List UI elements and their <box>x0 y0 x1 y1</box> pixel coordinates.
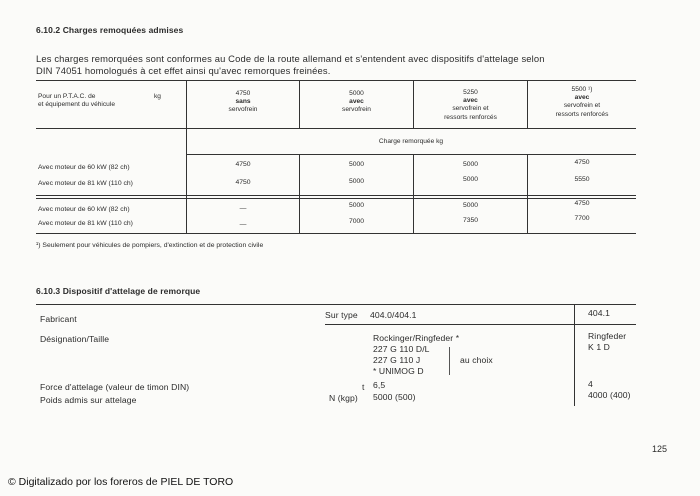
poids-a: 5000 (500) <box>373 392 416 402</box>
choice-bracket <box>449 347 450 375</box>
cell-value: 5000 <box>462 202 479 209</box>
cell-value: 4750 <box>235 179 251 186</box>
digitization-credit: © Digitalizado por los foreros de PIEL DE TORO <box>8 476 234 488</box>
force-a: 6,5 <box>373 380 386 390</box>
designation-b <box>588 331 626 353</box>
cell-value: — <box>239 205 247 212</box>
poids-unit: N (kgp) <box>329 393 358 403</box>
designation-b-line: Ringfeder <box>588 331 627 341</box>
col-desc-2: ressorts renforcés <box>444 113 497 121</box>
poids-label: Poids admis sur attelage <box>40 395 137 405</box>
fabricant-label: Fabricant <box>40 314 77 324</box>
col-brake-flag: avec <box>349 98 364 106</box>
col-header <box>187 90 299 115</box>
designation-a-line: 227 G 110 D/L <box>373 344 430 354</box>
col-header <box>528 86 636 119</box>
cell-value: 5550 <box>574 176 590 183</box>
designation-a-line: Rockinger/Ringfeder * <box>373 333 460 343</box>
intro-line-1: Les charges remorquées sont conformes au Code de la route allemand et s'entendent avec dispositifs d'attelage selon <box>36 53 545 64</box>
table-rule <box>36 195 636 196</box>
row-label: Avec moteur de 60 kW (82 ch) <box>38 164 130 171</box>
table-rule <box>36 128 636 129</box>
type-b: 404.1 <box>588 308 611 318</box>
table-subheader: Charge remorquée kg <box>378 138 444 145</box>
cell-value: — <box>239 221 247 228</box>
col-desc: servofrein et <box>563 102 601 110</box>
table-rule <box>186 154 636 155</box>
attelage-col-rule <box>574 304 575 406</box>
col-weight: 5000 <box>349 90 364 97</box>
table-footnote: ¹) Seulement pour véhicules de pompiers, d'extinction et de protection civile <box>36 242 264 249</box>
cell-value: 5000 <box>348 161 365 168</box>
row-label: Avec moteur de 60 kW (82 ch) <box>38 206 130 213</box>
cell-value: 7350 <box>462 217 479 224</box>
cell-value: 5000 <box>462 176 479 183</box>
col-header <box>300 90 413 115</box>
row-label: Avec moteur de 81 kW (110 ch) <box>38 220 133 227</box>
col-brake-flag: avec <box>574 94 590 102</box>
row-header-unit: kg <box>154 93 161 100</box>
type-a: 404.0/404.1 <box>370 310 417 320</box>
page-number: 125 <box>652 444 668 454</box>
attelage-type-rule <box>325 324 636 325</box>
sur-type-label: Sur type <box>325 310 358 320</box>
col-desc: servofrein <box>342 106 371 114</box>
table-rule <box>36 233 636 234</box>
cell-value: 5000 <box>348 202 365 209</box>
cell-value: 5000 <box>348 178 365 185</box>
row-header-line-1: Pour un P.T.A.C. de <box>38 93 96 100</box>
col-desc: servofrein et <box>452 105 489 113</box>
designation-a-line: * UNIMOG D <box>373 366 424 376</box>
col-desc: servofrein <box>228 106 258 114</box>
row-label: Avec moteur de 81 kW (110 ch) <box>38 180 133 187</box>
force-unit: t <box>362 382 365 392</box>
table-rule <box>36 198 636 199</box>
attelage-top-rule <box>36 304 636 305</box>
row-header-line-2: et équipement du véhicule <box>38 101 115 108</box>
col-weight: 4750 <box>235 90 251 97</box>
designation-a <box>373 333 459 377</box>
cell-value: 4750 <box>574 200 590 207</box>
cell-value: 7000 <box>348 218 365 225</box>
au-choix-label: au choix <box>460 355 493 365</box>
section-heading-attelage: 6.10.3 Dispositif d'attelage de remorque <box>36 286 201 296</box>
cell-value: 4750 <box>235 161 251 168</box>
col-weight: 5500 ¹) <box>571 86 593 93</box>
designation-a-line: 227 G 110 J <box>373 355 421 365</box>
intro-paragraph <box>36 53 666 77</box>
poids-b: 4000 (400) <box>588 390 631 400</box>
force-b: 4 <box>588 379 593 389</box>
cell-value: 7700 <box>574 215 590 222</box>
col-brake-flag: sans <box>235 98 251 106</box>
designation-b-line: K 1 D <box>588 342 610 352</box>
designation-label: Désignation/Taille <box>40 334 110 344</box>
table-rule <box>36 80 636 81</box>
force-label: Force d'attelage (valeur de timon DIN) <box>40 382 190 392</box>
col-desc-2: ressorts renforcés <box>555 110 609 118</box>
col-weight: 5250 <box>463 89 478 96</box>
col-brake-flag: avec <box>463 97 478 105</box>
section-heading-charges: 6.10.2 Charges remoquées admises <box>36 25 184 35</box>
cell-value: 5000 <box>462 161 479 168</box>
cell-value: 4750 <box>574 159 590 166</box>
col-header <box>414 89 527 122</box>
intro-line-2: DIN 74051 homologués à cet effet ainsi qu'avec remorques freinées. <box>36 65 331 76</box>
